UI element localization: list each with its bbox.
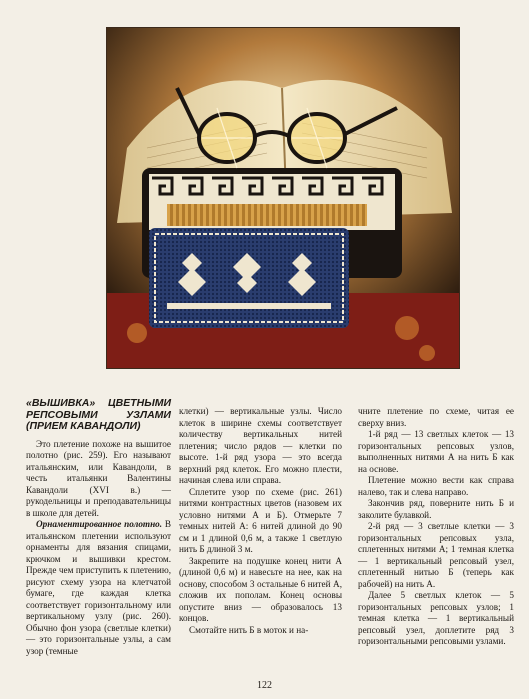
text-column-3 — [358, 406, 514, 648]
paragraph: Смотайте нить Б в моток и на- — [189, 624, 309, 635]
paragraph: Закрепите на подушке конец нити А (длиной 0,6 м) и навесьте на нее, как на основу, способом 3 остальные 6 нитей А, сложив их пополам. Конец основы опустите вниз — образовалось 13 концов. — [179, 555, 342, 623]
paragraph: Это плетение похоже на вышитое полотно (рис. 259). Его называют итальянским, или Кавандоли, в честь итальянки Валентины Кавандоли (XVI в.) — рукодельницы и преподавательницы в школе для детей. — [26, 438, 171, 518]
photo-illustration — [107, 28, 459, 368]
section-heading: «ВЫШИВКА» ЦВЕТНЫМИ РЕПСОВЫМИ УЗЛАМИ (ПРИЕМ КАВАНДОЛИ) — [26, 397, 171, 432]
paragraph: 1-й ряд — 13 светлых клеток — 13 горизонтальных репсовых узлов, выполненных нитями А на нить Б как на основе. — [358, 429, 514, 474]
text-column-1 — [26, 398, 171, 657]
page-number: 122 — [257, 680, 272, 691]
paragraph: Сплетите узор по схеме (рис. 261) нитями контрастных цветов (назовем их условно нитями А и Б). Отмерьте 7 темных нитей А: 6 нитей длиной до 90 см и 1 длиной 0,6 м, а также 1 светлую нить Б длиной 3 м. — [179, 486, 342, 554]
ornament-case-back — [149, 174, 395, 230]
paragraph-lead: Орнаментированное полотно. — [36, 519, 163, 529]
paragraph-with-lead — [26, 519, 171, 657]
paragraph: 2-й ряд — 3 светлые клетки — 3 горизонтальных репсовых узла, сплетенных нитями А; 1 темная клетка — 1 вертикальный репсовый узел, сплетенный нитью Б (теперь как рабочей) на нить А. — [358, 521, 514, 589]
paragraph: Далее 5 светлых клеток — 5 горизонтальных репсовых узлов; 1 темная клетка — 1 вертикальный репсовый узел, доплетите ряд 3 горизонтальными репсовыми узлами. — [358, 590, 514, 646]
paragraph: Закончив ряд, поверните нить Б и заколите булавкой. — [358, 498, 514, 520]
navy-pattern-case — [149, 228, 349, 328]
paragraph-body: В итальянском плетении используют орнаменты для вязания спицами, крючком и вышивки крестом. Прежде чем приступить к плетению, рисуют схему узора на клетчатой бумаге, где каждая клетка соответствует горизонтальному или вертикальному узлу (рис. 260). Обычно фон узора (светлые клетки) — это горизонтальные узлы, а сам узор (темные — [26, 519, 171, 656]
paragraph: Плетение можно вести как справа налево, так и слева направо. — [358, 475, 514, 497]
text-column-2 — [179, 406, 342, 636]
paragraph: чните плетение по схеме, читая ее сверху вниз. — [358, 406, 514, 428]
paragraph: клетки) — вертикальные узлы. Число клеток в ширине схемы соответствует количеству вертикальных нитей плетения; число рядов — клетки по высоте. 1-й ряд узора — это всегда верхний ряд клеток. Его можно плести, начиная слева или справа. — [179, 406, 342, 485]
photo-glasses-and-macrame-cases — [106, 27, 460, 369]
